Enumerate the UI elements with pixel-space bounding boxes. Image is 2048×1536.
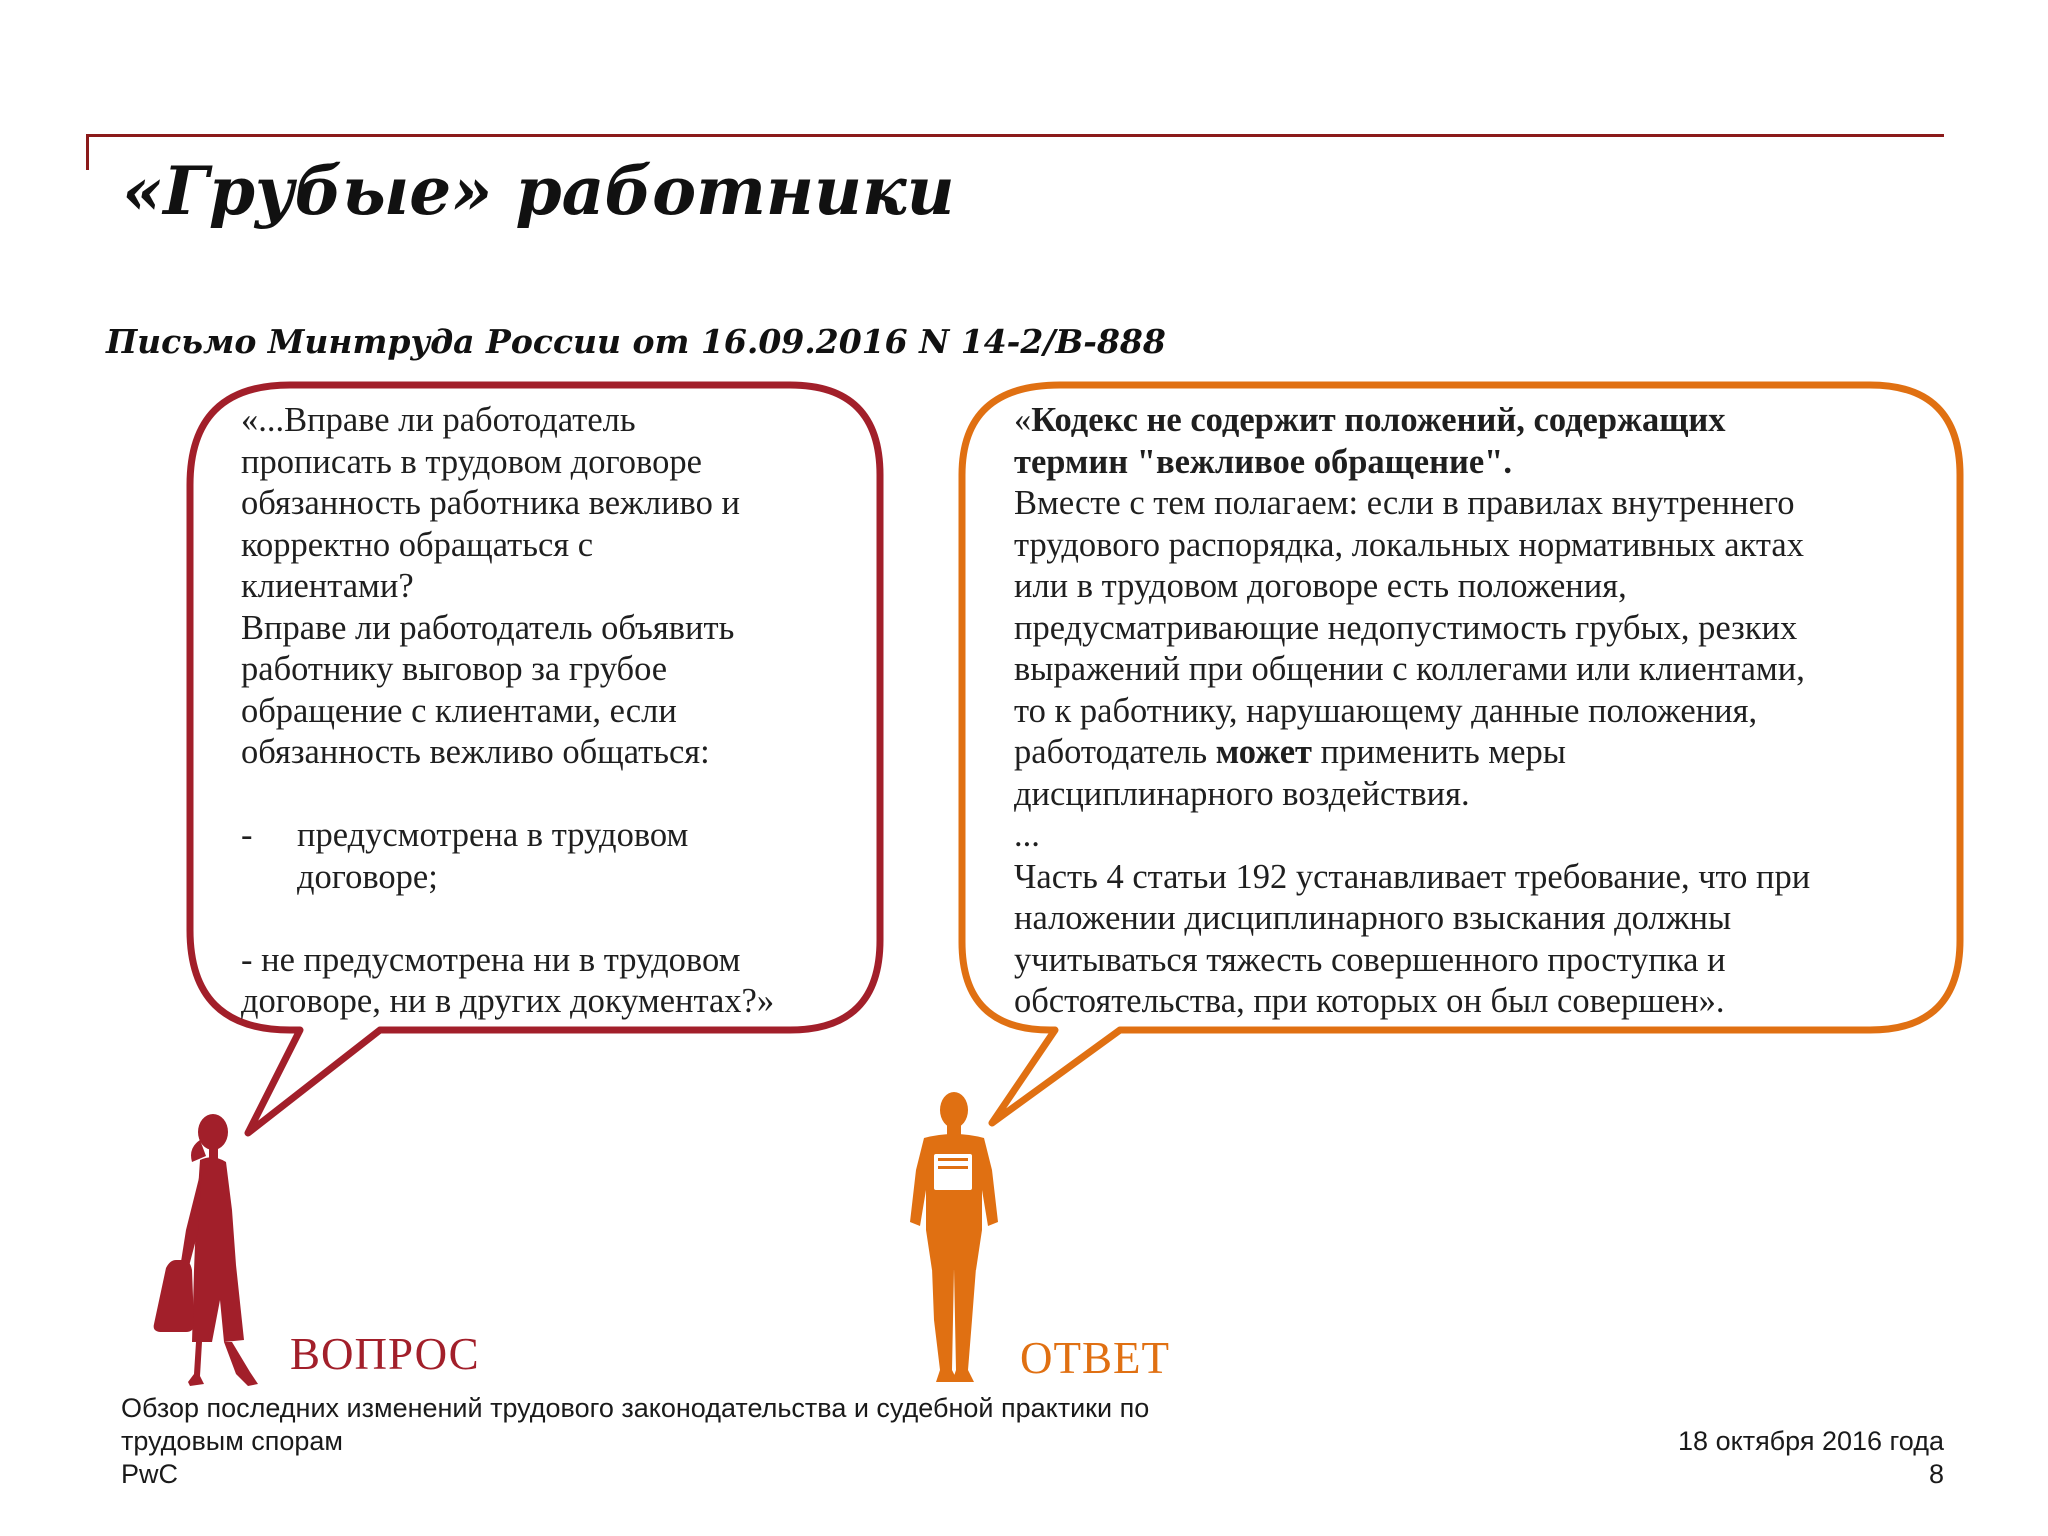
footer-title-line: трудовым спорам: [121, 1426, 343, 1456]
question-line: обязанность работника вежливо и: [241, 484, 740, 522]
answer-line: наложении дисциплинарного взыскания должны: [1014, 899, 1732, 937]
question-line: обращение с клиентами, если: [241, 691, 677, 730]
bullet-line: предусмотрена в трудовом: [297, 816, 689, 854]
answer-line: Вместе с тем полагаем: если в правилах внутреннего: [1014, 484, 1795, 522]
question-line: клиентами?: [241, 567, 414, 605]
answer-line: учитываться тяжесть совершенного проступка и: [1014, 940, 1726, 979]
question-line: Вправе ли работодатель объявить: [241, 608, 735, 647]
answer-text: [1014, 400, 1810, 1023]
footer-title-line: Обзор последних изменений трудового законодательства и судебной практики по: [121, 1393, 1150, 1423]
footer-date: 18 октября 2016 года: [1678, 1426, 1944, 1456]
bullet-line: договоре;: [297, 857, 438, 896]
question-line: «...Вправе ли работодатель: [241, 401, 636, 439]
footer-left: [121, 1392, 1251, 1491]
question-closing-line: - не предусмотрена ни в трудовом: [241, 940, 741, 979]
woman-silhouette-icon: [140, 1110, 280, 1396]
answer-line: выражений при общении с коллегами или клиентами,: [1014, 650, 1805, 688]
answer-line: обстоятельства, при которых он был совершен».: [1014, 982, 1725, 1020]
answer-line: дисциплинарного воздействия.: [1014, 774, 1470, 813]
answer-line: то к работнику, нарушающему данные положения,: [1014, 691, 1758, 730]
answer-line: ...: [1014, 816, 1040, 854]
bullet-dash: -: [241, 816, 253, 854]
open-quote: «: [1014, 401, 1032, 439]
answer-bold-line: термин "вежливое обращение".: [1014, 442, 1512, 481]
emphasis-may: может: [1215, 733, 1312, 771]
slide-title: «Грубые» работники: [122, 152, 955, 230]
footer-company: PwC: [121, 1459, 179, 1489]
answer-label: ОТВЕТ: [1020, 1333, 1170, 1383]
slide-subtitle: Письмо Минтруда России от 16.09.2016 N 14-2/В-888: [106, 322, 1166, 361]
question-line: работнику выговор за грубое: [241, 650, 668, 688]
answer-line: предусматривающие недопустимость грубых, резких: [1014, 608, 1798, 647]
answer-line: Часть 4 статьи 192 устанавливает требование, что при: [1014, 857, 1811, 896]
question-bullet: [241, 815, 774, 898]
page-number: 8: [1928, 1459, 1944, 1489]
question-text: [241, 400, 774, 1023]
answer-line: трудового распорядка, локальных нормативных актах: [1014, 525, 1804, 564]
question-closing-line: договоре, ни в других документах?»: [241, 982, 775, 1020]
question-line: прописать в трудовом договоре: [241, 442, 702, 481]
question-label: ВОПРОС: [290, 1329, 480, 1379]
question-line: корректно обращаться с: [241, 525, 594, 564]
answer-line-may: работодатель может применить меры: [1014, 733, 1566, 771]
answer-line: или в трудовом договоре есть положения,: [1014, 567, 1627, 605]
footer-right: [1678, 1425, 1944, 1491]
answer-bold-line: «Кодекс не содержит положений, содержащих: [1014, 401, 1726, 439]
question-line: обязанность вежливо общаться:: [241, 733, 710, 771]
man-silhouette-icon: [902, 1090, 1006, 1390]
